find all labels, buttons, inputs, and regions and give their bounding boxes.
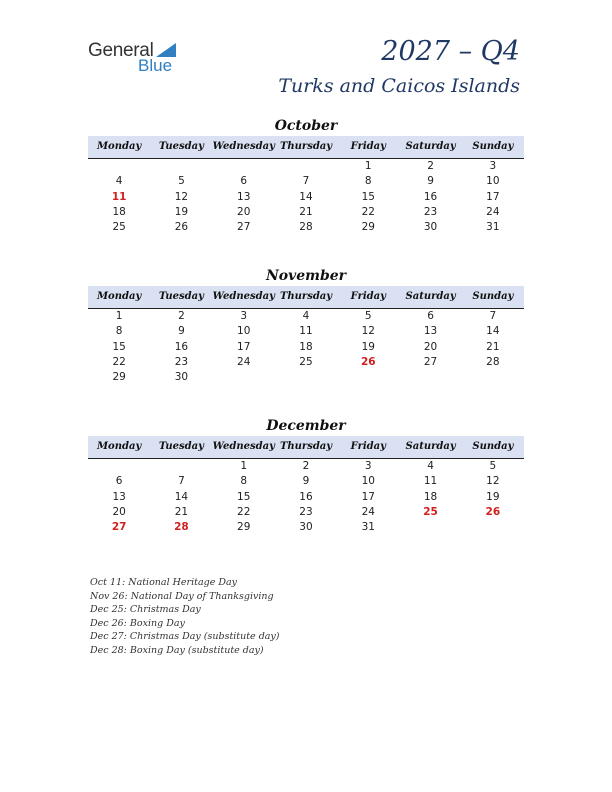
weekday-label: Monday [96, 291, 142, 302]
day-cell: 23 [174, 355, 189, 368]
month-grid [88, 459, 524, 535]
day-cell: 14 [299, 190, 313, 203]
day-cell: 15 [361, 190, 375, 203]
week-row [88, 520, 524, 535]
holiday-day-cell: 26 [485, 505, 501, 518]
day-cell: 5 [364, 310, 372, 322]
day-cell: 23 [299, 505, 313, 518]
day-cell: 28 [299, 221, 313, 234]
page-title: 2027 – Q4 [381, 36, 520, 67]
day-cell: 18 [299, 340, 313, 353]
holiday-note: Dec 27: Christmas Day (substitute day) [90, 631, 280, 643]
holiday-note: Dec 26: Boxing Day [90, 617, 185, 629]
day-cell: 15 [237, 490, 251, 503]
day-cell: 24 [486, 205, 500, 218]
weekday-label: Tuesday [158, 441, 204, 452]
week-row [88, 340, 524, 355]
weekday-label: Thursday [279, 441, 333, 452]
holiday-note: Oct 11: National Heritage Day [90, 577, 237, 588]
weekday-label: Wednesday [212, 291, 275, 302]
day-cell: 31 [486, 221, 500, 234]
day-cell [150, 159, 212, 174]
day-cell: 25 [299, 355, 313, 368]
day-cell: 7 [302, 175, 310, 188]
day-cell: 11 [423, 475, 438, 488]
week-row [88, 159, 524, 174]
general-blue-logo [88, 40, 188, 76]
day-cell: 5 [178, 175, 185, 188]
day-cell: 2 [427, 160, 434, 172]
day-cell: 25 [112, 221, 126, 234]
weekday-label: Friday [350, 141, 386, 152]
day-cell: 13 [112, 490, 126, 503]
day-cell: 18 [423, 490, 438, 503]
week-row [88, 309, 524, 324]
day-cell [213, 370, 275, 385]
weekday-header-row [88, 136, 524, 159]
day-cell: 17 [486, 190, 500, 203]
day-cell: 3 [364, 460, 372, 472]
day-cell: 10 [486, 175, 500, 188]
holiday-note: Dec 25: Christmas Day [90, 604, 201, 616]
day-cell: 13 [237, 190, 251, 203]
week-row [88, 174, 524, 189]
day-cell: 15 [112, 340, 126, 353]
day-cell [399, 370, 461, 385]
day-cell: 12 [174, 190, 189, 203]
day-cell: 19 [174, 205, 189, 218]
day-cell: 16 [174, 340, 189, 353]
day-cell [462, 370, 524, 385]
holiday-note: Dec 28: Boxing Day (substitute day) [90, 644, 264, 656]
month-title: November [265, 268, 347, 284]
month-grid [88, 309, 524, 385]
day-cell [150, 459, 212, 474]
weekday-label: Saturday [405, 441, 456, 452]
day-cell: 12 [486, 475, 500, 488]
week-row [88, 190, 524, 205]
week-row [88, 370, 524, 385]
day-cell: 22 [361, 205, 375, 218]
day-cell: 31 [361, 521, 375, 534]
day-cell: 9 [302, 475, 310, 488]
day-cell: 6 [240, 175, 248, 188]
month-title: December [266, 418, 346, 434]
day-cell: 4 [115, 175, 123, 188]
weekday-label: Wednesday [212, 441, 275, 452]
weekday-label: Sunday [472, 291, 514, 302]
day-cell: 1 [364, 160, 372, 172]
day-cell: 30 [299, 521, 313, 534]
holiday-day-cell: 28 [174, 521, 189, 534]
day-cell: 7 [178, 475, 185, 488]
day-cell: 5 [489, 460, 497, 472]
weekday-label: Tuesday [158, 291, 204, 302]
month-grid [88, 159, 524, 235]
holiday-day-cell: 11 [111, 190, 127, 203]
day-cell: 8 [115, 325, 123, 338]
day-cell: 1 [240, 460, 248, 472]
day-cell: 13 [423, 325, 438, 338]
day-cell: 6 [115, 475, 123, 488]
weekday-label: Thursday [279, 141, 333, 152]
day-cell [462, 520, 524, 535]
day-cell: 30 [423, 221, 438, 234]
day-cell [275, 159, 337, 174]
day-cell: 24 [237, 355, 251, 368]
day-cell [275, 370, 337, 385]
day-cell: 29 [237, 521, 251, 534]
day-cell: 21 [486, 340, 500, 353]
month-december [88, 416, 524, 535]
day-cell: 8 [240, 475, 248, 488]
weekday-label: Friday [350, 441, 386, 452]
day-cell: 2 [178, 310, 185, 322]
day-cell: 30 [174, 371, 189, 384]
day-cell: 2 [302, 460, 310, 472]
day-cell [399, 520, 461, 535]
day-cell: 17 [361, 490, 375, 503]
weekday-label: Thursday [279, 291, 333, 302]
day-cell: 12 [361, 325, 375, 338]
logo-blue-text: Blue [138, 56, 173, 75]
day-cell: 29 [112, 371, 126, 384]
day-cell [213, 159, 275, 174]
day-cell: 3 [240, 310, 248, 322]
day-cell [88, 459, 150, 474]
day-cell [337, 370, 399, 385]
day-cell: 14 [174, 490, 189, 503]
week-row [88, 220, 524, 235]
holiday-day-cell: 25 [423, 505, 438, 518]
day-cell: 19 [361, 340, 375, 353]
day-cell: 21 [174, 505, 189, 518]
weekday-label: Friday [350, 291, 386, 302]
page-subtitle: Turks and Caicos Islands [278, 75, 520, 97]
weekday-label: Saturday [405, 141, 456, 152]
week-row [88, 355, 524, 370]
day-cell: 9 [427, 175, 434, 188]
day-cell: 29 [361, 221, 375, 234]
weekday-label: Monday [96, 441, 142, 452]
holiday-notes [90, 576, 280, 658]
weekday-label: Sunday [472, 441, 514, 452]
day-cell: 20 [237, 205, 251, 218]
day-cell: 9 [178, 325, 185, 338]
holiday-note: Nov 26: National Day of Thanksgiving [90, 590, 274, 602]
day-cell: 3 [489, 160, 497, 172]
day-cell: 22 [237, 505, 251, 518]
weekday-label: Sunday [472, 141, 514, 152]
week-row [88, 474, 524, 489]
week-row [88, 205, 524, 220]
weekday-header-row [88, 436, 524, 459]
day-cell: 4 [427, 460, 434, 472]
holiday-day-cell: 27 [111, 521, 127, 534]
week-row [88, 459, 524, 474]
day-cell: 21 [299, 205, 313, 218]
day-cell: 1 [115, 310, 123, 322]
day-cell: 10 [237, 325, 251, 338]
day-cell: 26 [174, 221, 189, 234]
day-cell: 24 [361, 505, 375, 518]
week-row [88, 505, 524, 520]
day-cell: 19 [486, 490, 500, 503]
day-cell: 11 [299, 325, 313, 338]
holiday-day-cell: 26 [360, 355, 376, 368]
day-cell: 16 [299, 490, 313, 503]
day-cell: 16 [423, 190, 438, 203]
day-cell: 27 [423, 355, 438, 368]
day-cell: 6 [427, 310, 434, 322]
week-row [88, 324, 524, 339]
day-cell: 20 [423, 340, 438, 353]
day-cell: 10 [361, 475, 375, 488]
weekday-label: Monday [96, 141, 142, 152]
day-cell: 23 [423, 205, 438, 218]
week-row [88, 490, 524, 505]
month-november [88, 266, 524, 385]
day-cell: 27 [237, 221, 251, 234]
logo-triangle-icon [156, 43, 176, 57]
logo-general-text: General [88, 40, 154, 61]
day-cell: 17 [237, 340, 251, 353]
day-cell [88, 159, 150, 174]
day-cell: 18 [112, 205, 126, 218]
weekday-label: Tuesday [158, 141, 204, 152]
month-october [88, 116, 524, 235]
weekday-label: Saturday [405, 291, 456, 302]
day-cell: 14 [486, 325, 500, 338]
day-cell: 20 [112, 505, 126, 518]
weekday-header-row [88, 286, 524, 309]
weekday-label: Wednesday [212, 141, 275, 152]
day-cell: 7 [489, 310, 497, 322]
day-cell: 28 [486, 355, 500, 368]
day-cell: 4 [302, 310, 310, 322]
day-cell: 22 [112, 355, 126, 368]
day-cell: 8 [364, 175, 372, 188]
month-title: October [274, 118, 338, 134]
